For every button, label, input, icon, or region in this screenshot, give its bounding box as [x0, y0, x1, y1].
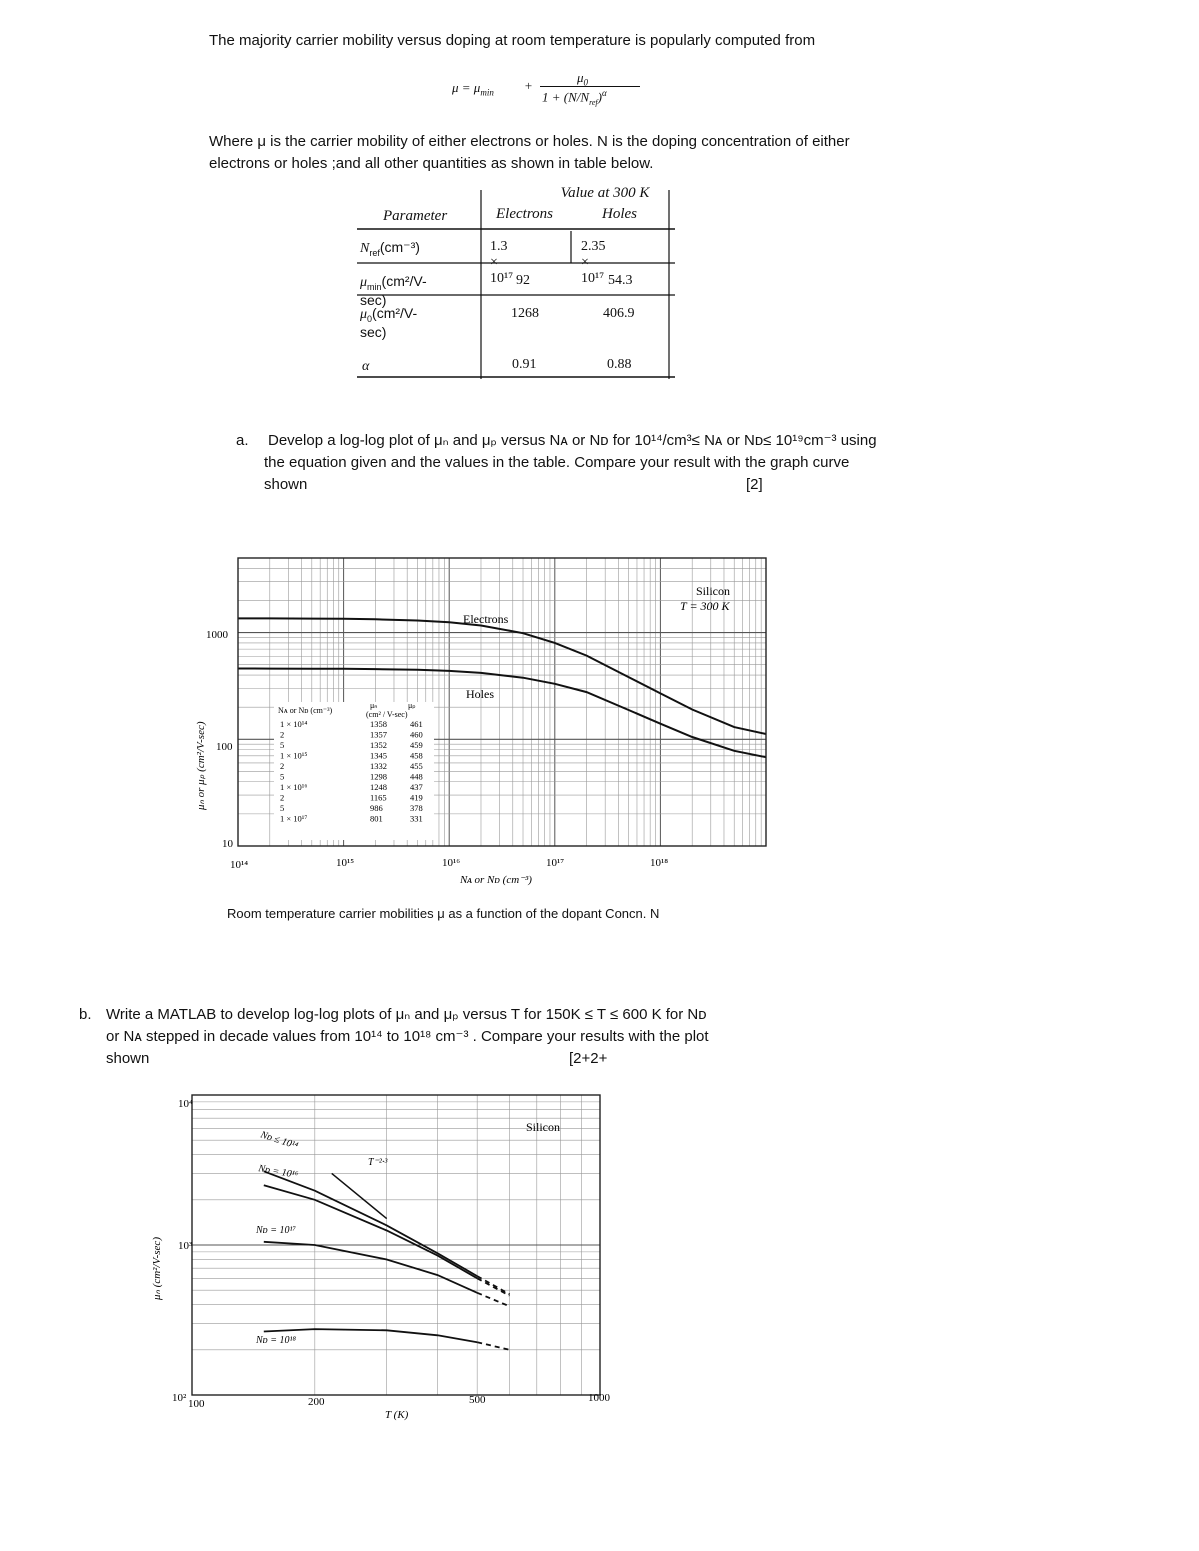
inset-row-doping: 2: [280, 729, 285, 740]
inset-row-mun: 1298: [370, 771, 387, 782]
figure-2-label-nd-1e17: Nᴅ = 10¹⁷: [256, 1225, 296, 1236]
figure-1-xtick-1e15: 10¹⁵: [336, 857, 355, 869]
figure-2-label-nd-1e16: Nᴅ = 10¹⁶: [257, 1163, 299, 1181]
figure-1-xtick-1e16: 10¹⁶: [442, 857, 461, 869]
inset-row-mup: 459: [410, 740, 423, 750]
inset-row-mun: 1165: [370, 792, 387, 803]
inset-row-doping: 2: [280, 761, 285, 771]
inset-row-doping: 5: [280, 771, 285, 782]
figure-2-xlabel: T (K): [385, 1409, 409, 1421]
question-b-marks: [2+2+: [569, 1050, 608, 1067]
inset-row-mup: 458: [410, 750, 423, 761]
question-a-line-3: shown: [264, 476, 308, 493]
mobility-equation: $\mu = \mu_{min}$ + $\mu_0$ $1 + (N/N_{ref})^\alpha$: [452, 66, 662, 116]
figure-1-label-electrons: Electrons: [463, 612, 509, 626]
figure-1-caption: Room temperature carrier mobilities μ as a function of the dopant Concn. N: [227, 906, 660, 921]
inset-row-mun: 986: [370, 803, 383, 813]
col-electrons: Electrons: [496, 206, 553, 222]
figure-1-ytick-10: 10: [222, 838, 233, 850]
row-alpha-param: α: [362, 359, 370, 374]
inset-row-doping: 5: [280, 740, 285, 750]
question-a-line-2: the equation given and the values in the table. Compare your result with the graph curve: [264, 454, 850, 471]
figure-2-label-nd-1e14: Nᴅ ≤ 10¹⁴: [259, 1129, 300, 1152]
series-line-dashed-0: [477, 1276, 509, 1294]
inset-row-mup: 448: [410, 771, 423, 782]
row-nref-holes: 2.35 × 10¹⁷: [581, 239, 606, 286]
where-line-2: electrons or holes ;and all other quantities as shown in table below.: [209, 155, 654, 172]
figure-1-ytick-100: 100: [216, 741, 233, 753]
inset-row-doping: 1 × 10¹⁴: [280, 719, 308, 729]
inset-header-units: (cm² / V-sec): [366, 710, 408, 719]
figure-2-title: Silicon: [526, 1120, 561, 1134]
series-line-dashed-1: [477, 1278, 509, 1295]
figure-2-ylabel: μₙ (cm²/V-sec): [151, 1237, 163, 1300]
inset-row-mun: 1352: [370, 740, 387, 750]
figure-2-xtick-100: 100: [188, 1398, 205, 1410]
figure-2-xtick-1000: 1000: [588, 1392, 610, 1404]
question-a-marks: [2]: [746, 476, 763, 493]
figure-1-label-holes: Holes: [466, 687, 494, 701]
figure-1-xtick-1e17: 10¹⁷: [546, 857, 565, 869]
inset-header-mup: μₚ: [408, 701, 416, 710]
figure-1-inset-table: [274, 701, 434, 840]
row-alpha-holes: 0.88: [607, 357, 632, 372]
figure-1-title-line-1: Silicon: [696, 584, 731, 598]
inset-row-doping: 2: [280, 792, 285, 803]
figure-1-xtick-1e14: 10¹⁴: [230, 859, 249, 871]
inset-row-mun: 1358: [370, 719, 387, 729]
series-line-2: [264, 1242, 477, 1293]
figure-2-grid: [192, 1095, 600, 1395]
figure-1-xlabel: Nᴀ or Nᴅ (cm⁻³): [460, 874, 532, 886]
question-b-line-1: Write a MATLAB to develop log-log plots of μₙ and μₚ versus T for 150K ≤ T ≤ 600 K for Nᴅ: [106, 1006, 707, 1023]
inset-row-doping: 1 × 10¹⁶: [280, 782, 308, 792]
inset-row-mup: 460: [410, 729, 423, 740]
inset-row-mup: 378: [410, 803, 423, 813]
question-a-marker: a.: [236, 432, 249, 449]
question-b-line-3: shown: [106, 1050, 150, 1067]
row-mu0-holes: 406.9: [603, 306, 635, 321]
series-line-dashed-3: [477, 1342, 509, 1350]
figure-2-xtick-200: 200: [308, 1396, 325, 1408]
inset-row-doping: 1 × 10¹⁷: [280, 813, 308, 824]
inset-row-mup: 461: [410, 719, 423, 729]
row-mumin-electrons: 92: [516, 273, 530, 288]
row-mumin-param: $\mu_{min}(cm^2/V-\sec)$: [360, 273, 427, 308]
inset-row-mun: 1345: [370, 750, 387, 761]
row-mu0-param: $\mu_0(cm^2/V-\sec)$: [360, 305, 418, 340]
figure-1-mobility-vs-doping: [190, 550, 780, 890]
row-alpha-electrons: 0.91: [512, 357, 537, 372]
figure-2-slope-label: T⁻²·³: [368, 1157, 388, 1168]
question-b-marker: b.: [79, 1006, 92, 1023]
row-nref-electrons: 1.3 × 10¹⁷: [490, 239, 514, 286]
inset-row-mun: 1248: [370, 782, 387, 792]
inset-header-doping: Nᴀ or Nᴅ (cm⁻³): [278, 706, 333, 715]
series-line-dashed-2: [477, 1293, 509, 1307]
table-group-header: Value at 300 K: [560, 185, 650, 201]
inset-row-mun: 1357: [370, 729, 387, 740]
intro-text: The majority carrier mobility versus doping at room temperature is popularly computed from: [209, 32, 816, 49]
question-a-line-1: Develop a log-log plot of μₙ and μₚ versus Nᴀ or Nᴅ for 10¹⁴/cm³≤ Nᴀ or Nᴅ≤ 10¹⁹cm⁻³ using: [268, 432, 877, 449]
figure-1-ytick-1000: 1000: [206, 629, 228, 641]
figure-2-label-nd-1e18: Nᴅ = 10¹⁸: [256, 1335, 296, 1346]
inset-row-doping: 1 × 10¹⁵: [280, 750, 308, 761]
inset-row-mun: 1332: [370, 761, 387, 771]
inset-row-mup: 437: [410, 782, 423, 792]
figure-1-ylabel: μₙ or μₚ (cm²/V-sec): [195, 721, 207, 810]
row-mu0-electrons: 1268: [511, 306, 539, 321]
inset-row-mup: 455: [410, 761, 423, 771]
col-holes: Holes: [602, 206, 637, 222]
figure-2-ytick-1e3: 10³: [178, 1240, 193, 1252]
inset-row-doping: 5: [280, 803, 285, 813]
row-nref-param: $N_{ref}(cm^{-3})$: [360, 239, 420, 258]
inset-row-mup: 419: [410, 792, 423, 803]
figure-2-mobility-vs-temperature: [140, 1085, 620, 1425]
figure-1-title-line-2: T = 300 K: [680, 599, 730, 613]
row-mumin-holes: 54.3: [608, 273, 633, 288]
figure-1-xtick-1e18: 10¹⁸: [650, 857, 669, 869]
figure-2-ytick-1e2: 10²: [172, 1392, 187, 1404]
inset-header-mun: μₙ: [370, 701, 378, 710]
figure-2-xtick-500: 500: [469, 1394, 486, 1406]
inset-row-mup: 331: [410, 813, 423, 824]
question-b-line-2: or Nᴀ stepped in decade values from 10¹⁴ to 10¹⁸ cm⁻³ . Compare your results with the plot: [106, 1028, 709, 1045]
where-line-1: Where μ is the carrier mobility of either electrons or holes. N is the doping concentration of either: [209, 133, 850, 150]
col-parameter: Parameter: [383, 208, 448, 224]
inset-row-mun: 801: [370, 813, 383, 824]
figure-2-ytick-1e4: 10⁴: [178, 1098, 193, 1110]
